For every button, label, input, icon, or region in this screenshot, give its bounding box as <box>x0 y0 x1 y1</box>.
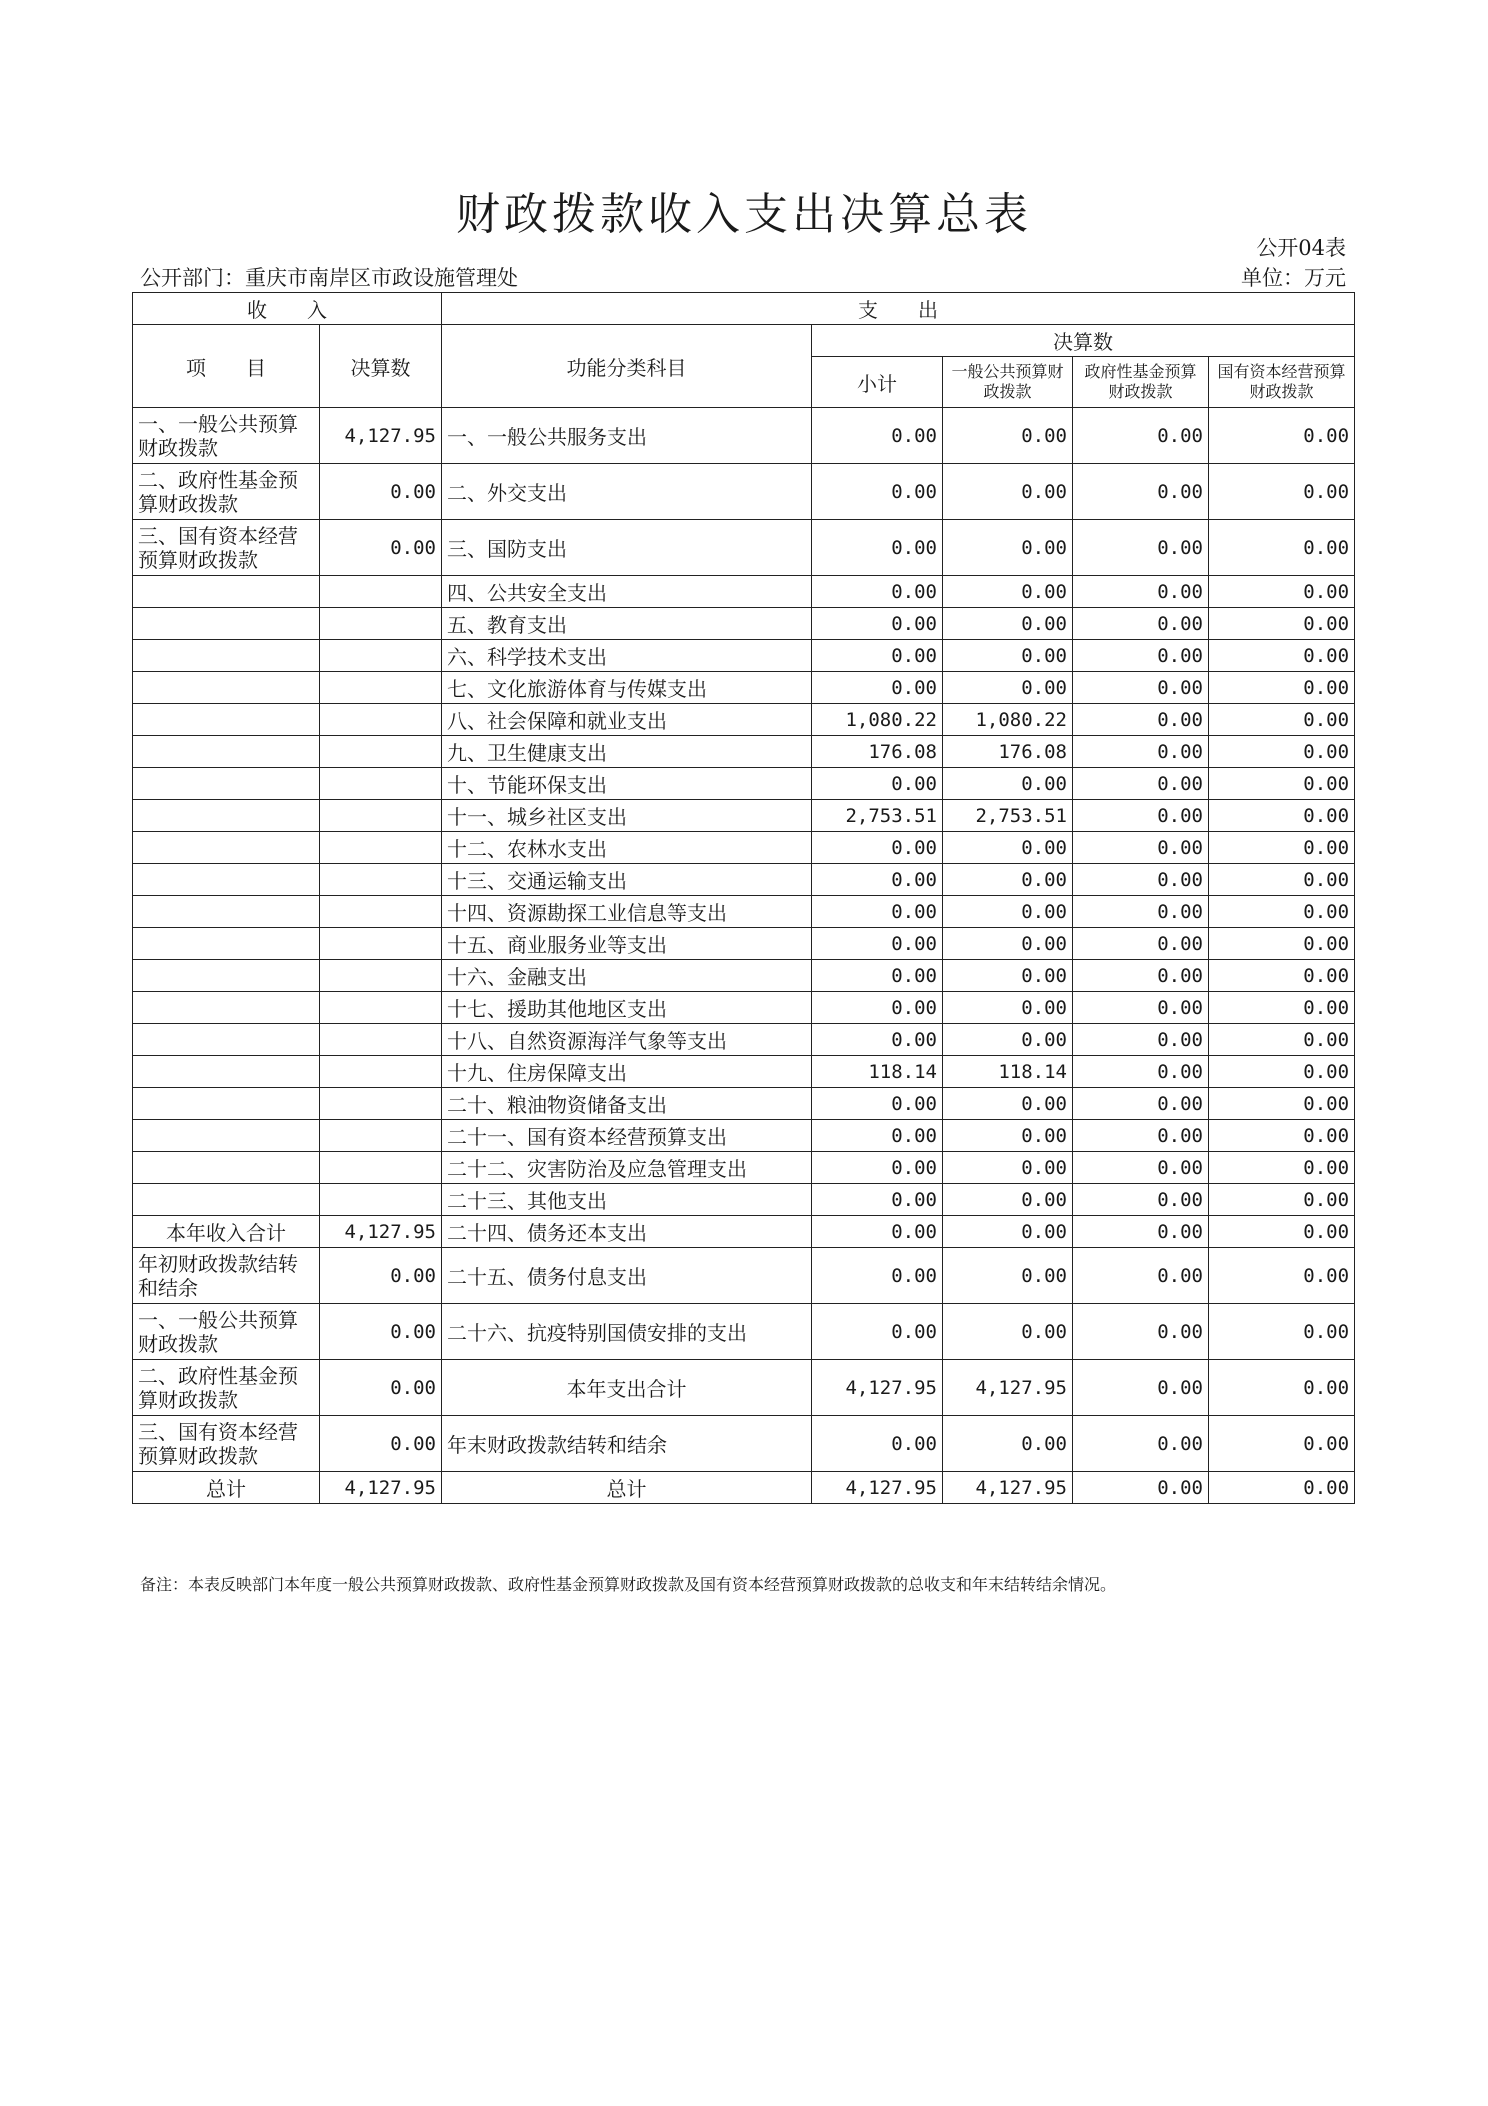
gov-fund-cell: 0.00 <box>1073 640 1209 672</box>
general-budget-cell: 0.00 <box>943 520 1073 576</box>
state-capital-cell: 0.00 <box>1209 768 1355 800</box>
table-row <box>133 1120 1355 1152</box>
state-capital-cell: 0.00 <box>1209 520 1355 576</box>
income-value-cell: 0.00 <box>320 1360 442 1416</box>
subtotal-cell: 0.00 <box>812 520 943 576</box>
state-capital-cell: 0.00 <box>1209 736 1355 768</box>
state-capital-cell: 0.00 <box>1209 896 1355 928</box>
table-row <box>133 1472 1355 1504</box>
category-cell: 十三、交通运输支出 <box>442 864 812 896</box>
gov-fund-cell: 0.00 <box>1073 1248 1209 1304</box>
category-cell: 四、公共安全支出 <box>442 576 812 608</box>
general-budget-cell: 0.00 <box>943 608 1073 640</box>
gov-fund-cell: 0.00 <box>1073 1120 1209 1152</box>
state-capital-cell: 0.00 <box>1209 1120 1355 1152</box>
gov-fund-cell: 0.00 <box>1073 992 1209 1024</box>
general-budget-cell: 0.00 <box>943 928 1073 960</box>
gov-fund-cell: 0.00 <box>1073 1088 1209 1120</box>
state-capital-cell: 0.00 <box>1209 704 1355 736</box>
income-value-cell: 0.00 <box>320 520 442 576</box>
subtotal-cell: 0.00 <box>812 864 943 896</box>
category-cell: 十四、资源勘探工业信息等支出 <box>442 896 812 928</box>
subtotal-cell: 0.00 <box>812 1120 943 1152</box>
subtotal-cell: 0.00 <box>812 408 943 464</box>
subtotal-cell: 0.00 <box>812 1184 943 1216</box>
gov-fund-cell: 0.00 <box>1073 736 1209 768</box>
income-value-cell <box>320 1120 442 1152</box>
income-value-cell <box>320 768 442 800</box>
income-value-cell <box>320 1024 442 1056</box>
income-value-cell <box>320 704 442 736</box>
income-value-cell <box>320 800 442 832</box>
state-capital-cell: 0.00 <box>1209 1416 1355 1472</box>
gov-fund-cell: 0.00 <box>1073 1360 1209 1416</box>
general-budget-cell: 0.00 <box>943 408 1073 464</box>
income-item-cell <box>133 896 320 928</box>
gov-fund-cell: 0.00 <box>1073 576 1209 608</box>
category-cell: 三、国防支出 <box>442 520 812 576</box>
income-item-cell <box>133 736 320 768</box>
general-budget-cell: 0.00 <box>943 1416 1073 1472</box>
subtotal-cell: 176.08 <box>812 736 943 768</box>
table-row <box>133 1184 1355 1216</box>
header-row-1 <box>133 293 1355 325</box>
income-value-cell <box>320 672 442 704</box>
table-row <box>133 800 1355 832</box>
state-capital-cell: 0.00 <box>1209 960 1355 992</box>
function-category-header: 功能分类科目 <box>442 325 812 408</box>
state-capital-cell: 0.00 <box>1209 640 1355 672</box>
footnote: 备注：本表反映部门本年度一般公共预算财政拨款、政府性基金预算财政拨款及国有资本经营预算财政拨款的总收支和年末结转结余情况。 <box>140 1575 1117 1594</box>
income-item-cell: 三、国有资本经营预算财政拨款 <box>133 1416 320 1472</box>
general-budget-cell: 0.00 <box>943 768 1073 800</box>
subtotal-cell: 0.00 <box>812 960 943 992</box>
state-capital-cell: 0.00 <box>1209 576 1355 608</box>
gov-fund-cell: 0.00 <box>1073 864 1209 896</box>
state-capital-cell: 0.00 <box>1209 408 1355 464</box>
category-cell: 九、卫生健康支出 <box>442 736 812 768</box>
category-cell: 六、科学技术支出 <box>442 640 812 672</box>
general-budget-cell: 0.00 <box>943 640 1073 672</box>
income-item-cell <box>133 800 320 832</box>
gov-fund-cell: 0.00 <box>1073 960 1209 992</box>
income-value-cell: 0.00 <box>320 1304 442 1360</box>
income-item-cell: 二、政府性基金预算财政拨款 <box>133 464 320 520</box>
income-value-cell <box>320 1184 442 1216</box>
general-budget-header: 一般公共预算财政拨款 <box>943 357 1073 408</box>
item-header: 项 目 <box>133 325 320 408</box>
table-row <box>133 1416 1355 1472</box>
general-budget-cell: 1,080.22 <box>943 704 1073 736</box>
state-capital-cell: 0.00 <box>1209 1472 1355 1504</box>
category-cell: 十、节能环保支出 <box>442 768 812 800</box>
income-item-cell: 一、一般公共预算财政拨款 <box>133 408 320 464</box>
category-cell: 年末财政拨款结转和结余 <box>442 1416 812 1472</box>
general-budget-cell: 0.00 <box>943 896 1073 928</box>
category-cell: 十二、农林水支出 <box>442 832 812 864</box>
table-row <box>133 960 1355 992</box>
category-cell: 二十一、国有资本经营预算支出 <box>442 1120 812 1152</box>
general-budget-cell: 0.00 <box>943 832 1073 864</box>
subtotal-cell: 0.00 <box>812 1024 943 1056</box>
table-row <box>133 864 1355 896</box>
subtotal-cell: 0.00 <box>812 832 943 864</box>
income-value-cell <box>320 576 442 608</box>
general-budget-cell: 0.00 <box>943 992 1073 1024</box>
table-row <box>133 1216 1355 1248</box>
subtotal-cell: 0.00 <box>812 928 943 960</box>
category-cell: 本年支出合计 <box>442 1360 812 1416</box>
general-budget-cell: 0.00 <box>943 1120 1073 1152</box>
gov-fund-cell: 0.00 <box>1073 1216 1209 1248</box>
general-budget-cell: 4,127.95 <box>943 1472 1073 1504</box>
state-capital-cell: 0.00 <box>1209 1304 1355 1360</box>
expense-header: 支 出 <box>442 293 1355 325</box>
table-row <box>133 896 1355 928</box>
gov-fund-cell: 0.00 <box>1073 1416 1209 1472</box>
subtotal-cell: 0.00 <box>812 608 943 640</box>
state-capital-cell: 0.00 <box>1209 464 1355 520</box>
subtotal-header: 小计 <box>812 357 943 408</box>
subtotal-cell: 0.00 <box>812 896 943 928</box>
general-budget-cell: 0.00 <box>943 960 1073 992</box>
state-capital-cell: 0.00 <box>1209 864 1355 896</box>
subtotal-cell: 2,753.51 <box>812 800 943 832</box>
subtotal-cell: 118.14 <box>812 1056 943 1088</box>
subtotal-cell: 0.00 <box>812 1304 943 1360</box>
gov-fund-cell: 0.00 <box>1073 1304 1209 1360</box>
gov-fund-cell: 0.00 <box>1073 1056 1209 1088</box>
category-cell: 十九、住房保障支出 <box>442 1056 812 1088</box>
income-item-cell <box>133 640 320 672</box>
income-value-cell: 0.00 <box>320 1416 442 1472</box>
budget-table <box>132 292 1355 1504</box>
table-row <box>133 640 1355 672</box>
gov-fund-cell: 0.00 <box>1073 608 1209 640</box>
table-row <box>133 1056 1355 1088</box>
header-row-2 <box>133 325 1355 357</box>
gov-fund-cell: 0.00 <box>1073 520 1209 576</box>
category-cell: 二、外交支出 <box>442 464 812 520</box>
income-item-cell: 二、政府性基金预算财政拨款 <box>133 1360 320 1416</box>
table-row <box>133 520 1355 576</box>
income-item-cell <box>133 832 320 864</box>
page-title: 财政拨款收入支出决算总表 <box>456 189 1032 240</box>
category-cell: 二十四、债务还本支出 <box>442 1216 812 1248</box>
general-budget-cell: 176.08 <box>943 736 1073 768</box>
gov-fund-cell: 0.00 <box>1073 832 1209 864</box>
subtotal-cell: 0.00 <box>812 992 943 1024</box>
form-code: 公开04表 <box>1256 236 1346 260</box>
final-group-header: 决算数 <box>812 325 1355 357</box>
income-value-cell <box>320 1056 442 1088</box>
state-capital-cell: 0.00 <box>1209 1056 1355 1088</box>
category-cell: 二十六、抗疫特别国债安排的支出 <box>442 1304 812 1360</box>
table-row <box>133 672 1355 704</box>
state-capital-cell: 0.00 <box>1209 1152 1355 1184</box>
category-cell: 二十三、其他支出 <box>442 1184 812 1216</box>
income-value-cell <box>320 832 442 864</box>
table-row <box>133 768 1355 800</box>
income-item-cell <box>133 1152 320 1184</box>
income-value-cell <box>320 736 442 768</box>
income-value-cell <box>320 928 442 960</box>
income-item-cell <box>133 1184 320 1216</box>
income-value-cell: 0.00 <box>320 1248 442 1304</box>
gov-fund-cell: 0.00 <box>1073 704 1209 736</box>
table-row <box>133 1304 1355 1360</box>
unit-label: 单位：万元 <box>1241 266 1346 290</box>
table-row <box>133 736 1355 768</box>
gov-fund-cell: 0.00 <box>1073 768 1209 800</box>
state-capital-cell: 0.00 <box>1209 672 1355 704</box>
general-budget-cell: 118.14 <box>943 1056 1073 1088</box>
state-capital-cell: 0.00 <box>1209 1216 1355 1248</box>
state-capital-cell: 0.00 <box>1209 1248 1355 1304</box>
general-budget-cell: 0.00 <box>943 1088 1073 1120</box>
general-budget-cell: 0.00 <box>943 1216 1073 1248</box>
general-budget-cell: 0.00 <box>943 1024 1073 1056</box>
subtotal-cell: 0.00 <box>812 464 943 520</box>
table-row <box>133 464 1355 520</box>
income-item-cell <box>133 960 320 992</box>
income-item-cell <box>133 704 320 736</box>
subtotal-cell: 0.00 <box>812 1248 943 1304</box>
state-capital-cell: 0.00 <box>1209 928 1355 960</box>
final-amount-header: 决算数 <box>320 325 442 408</box>
subtotal-cell: 0.00 <box>812 1088 943 1120</box>
general-budget-cell: 0.00 <box>943 1248 1073 1304</box>
category-cell: 十一、城乡社区支出 <box>442 800 812 832</box>
table-row <box>133 992 1355 1024</box>
income-value-cell <box>320 608 442 640</box>
table-row <box>133 1152 1355 1184</box>
subtotal-cell: 1,080.22 <box>812 704 943 736</box>
gov-fund-cell: 0.00 <box>1073 1152 1209 1184</box>
table-row <box>133 832 1355 864</box>
gov-fund-cell: 0.00 <box>1073 672 1209 704</box>
state-capital-cell: 0.00 <box>1209 1088 1355 1120</box>
income-value-cell <box>320 1088 442 1120</box>
income-header: 收 入 <box>133 293 442 325</box>
income-item-cell: 一、一般公共预算财政拨款 <box>133 1304 320 1360</box>
subtotal-cell: 4,127.95 <box>812 1472 943 1504</box>
gov-fund-cell: 0.00 <box>1073 1024 1209 1056</box>
table-row <box>133 1360 1355 1416</box>
income-value-cell <box>320 960 442 992</box>
category-cell: 十七、援助其他地区支出 <box>442 992 812 1024</box>
table-row <box>133 1248 1355 1304</box>
income-value-cell <box>320 992 442 1024</box>
table-row <box>133 576 1355 608</box>
table-row <box>133 408 1355 464</box>
income-item-cell <box>133 608 320 640</box>
income-item-cell <box>133 928 320 960</box>
table-row <box>133 928 1355 960</box>
income-value-cell <box>320 640 442 672</box>
gov-fund-cell: 0.00 <box>1073 464 1209 520</box>
state-capital-cell: 0.00 <box>1209 992 1355 1024</box>
income-item-cell <box>133 1120 320 1152</box>
state-capital-cell: 0.00 <box>1209 1360 1355 1416</box>
general-budget-cell: 4,127.95 <box>943 1360 1073 1416</box>
subtotal-cell: 0.00 <box>812 672 943 704</box>
income-item-cell <box>133 1024 320 1056</box>
general-budget-cell: 0.00 <box>943 1152 1073 1184</box>
gov-fund-cell: 0.00 <box>1073 800 1209 832</box>
category-cell: 十六、金融支出 <box>442 960 812 992</box>
income-value-cell: 4,127.95 <box>320 1216 442 1248</box>
state-capital-cell: 0.00 <box>1209 800 1355 832</box>
subtotal-cell: 0.00 <box>812 1416 943 1472</box>
income-item-cell <box>133 672 320 704</box>
table-row <box>133 1024 1355 1056</box>
state-capital-cell: 0.00 <box>1209 1184 1355 1216</box>
income-item-cell: 总计 <box>133 1472 320 1504</box>
income-item-cell <box>133 992 320 1024</box>
gov-fund-cell: 0.00 <box>1073 408 1209 464</box>
subtotal-cell: 0.00 <box>812 1152 943 1184</box>
subtotal-cell: 0.00 <box>812 640 943 672</box>
general-budget-cell: 0.00 <box>943 1304 1073 1360</box>
general-budget-cell: 0.00 <box>943 464 1073 520</box>
income-item-cell <box>133 576 320 608</box>
department-label: 公开部门：重庆市南岸区市政设施管理处 <box>140 266 518 290</box>
category-cell: 八、社会保障和就业支出 <box>442 704 812 736</box>
income-item-cell: 本年收入合计 <box>133 1216 320 1248</box>
category-cell: 十五、商业服务业等支出 <box>442 928 812 960</box>
income-item-cell <box>133 768 320 800</box>
general-budget-cell: 0.00 <box>943 864 1073 896</box>
category-cell: 二十、粮油物资储备支出 <box>442 1088 812 1120</box>
gov-fund-header: 政府性基金预算财政拨款 <box>1073 357 1209 408</box>
income-item-cell: 年初财政拨款结转和结余 <box>133 1248 320 1304</box>
gov-fund-cell: 0.00 <box>1073 1472 1209 1504</box>
state-capital-cell: 0.00 <box>1209 608 1355 640</box>
subtotal-cell: 0.00 <box>812 768 943 800</box>
gov-fund-cell: 0.00 <box>1073 928 1209 960</box>
category-cell: 十八、自然资源海洋气象等支出 <box>442 1024 812 1056</box>
category-cell: 二十五、债务付息支出 <box>442 1248 812 1304</box>
income-value-cell: 4,127.95 <box>320 408 442 464</box>
income-item-cell <box>133 1088 320 1120</box>
table-row <box>133 608 1355 640</box>
income-item-cell <box>133 1056 320 1088</box>
general-budget-cell: 2,753.51 <box>943 800 1073 832</box>
income-value-cell <box>320 864 442 896</box>
state-capital-header: 国有资本经营预算财政拨款 <box>1209 357 1355 408</box>
table-row <box>133 704 1355 736</box>
table-row <box>133 1088 1355 1120</box>
gov-fund-cell: 0.00 <box>1073 896 1209 928</box>
income-item-cell: 三、国有资本经营预算财政拨款 <box>133 520 320 576</box>
general-budget-cell: 0.00 <box>943 576 1073 608</box>
general-budget-cell: 0.00 <box>943 672 1073 704</box>
income-value-cell: 4,127.95 <box>320 1472 442 1504</box>
category-cell: 七、文化旅游体育与传媒支出 <box>442 672 812 704</box>
category-cell: 五、教育支出 <box>442 608 812 640</box>
gov-fund-cell: 0.00 <box>1073 1184 1209 1216</box>
state-capital-cell: 0.00 <box>1209 1024 1355 1056</box>
income-item-cell <box>133 864 320 896</box>
income-value-cell <box>320 896 442 928</box>
income-value-cell: 0.00 <box>320 464 442 520</box>
income-value-cell <box>320 1152 442 1184</box>
category-cell: 一、一般公共服务支出 <box>442 408 812 464</box>
subtotal-cell: 0.00 <box>812 1216 943 1248</box>
general-budget-cell: 0.00 <box>943 1184 1073 1216</box>
state-capital-cell: 0.00 <box>1209 832 1355 864</box>
category-cell: 二十二、灾害防治及应急管理支出 <box>442 1152 812 1184</box>
category-cell: 总计 <box>442 1472 812 1504</box>
subtotal-cell: 0.00 <box>812 576 943 608</box>
subtotal-cell: 4,127.95 <box>812 1360 943 1416</box>
